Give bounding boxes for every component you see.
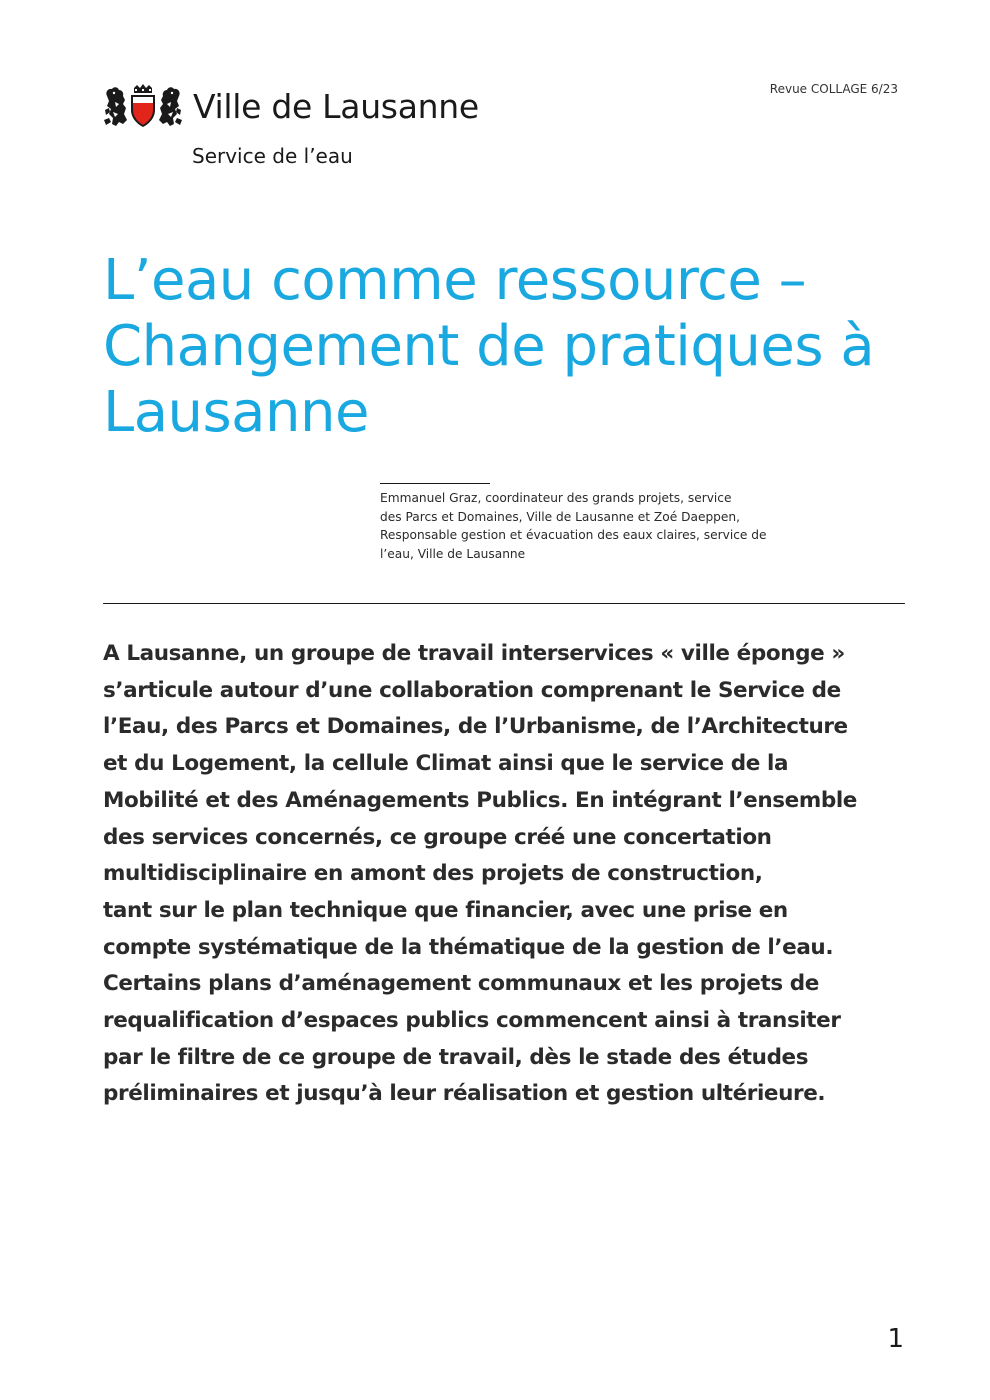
article-title-line: L’eau comme ressource – <box>103 248 807 313</box>
lead-paragraph <box>103 636 923 1113</box>
article-title <box>103 248 923 446</box>
author-rule <box>380 483 490 484</box>
org-name: Ville de Lausanne <box>193 86 479 126</box>
author-line: des Parcs et Domaines, Ville de Lausanne et Zoé Daeppen, <box>380 509 741 524</box>
lead-line: préliminaires et jusqu’à leur réalisation et gestion ultérieure. <box>103 1081 826 1107</box>
lausanne-coat-of-arms-icon <box>103 84 183 128</box>
issue-reference: Revue COLLAGE 6/23 <box>769 82 898 96</box>
lead-line: multidisciplinaire en amont des projets de construction, <box>103 861 763 887</box>
lead-line: Mobilité et des Aménagements Publics. En intégrant l’ensemble <box>103 787 857 813</box>
article-title-line: Lausanne <box>103 380 369 445</box>
lead-line: l’Eau, des Parcs et Domaines, de l’Urbanisme, de l’Architecture <box>103 714 848 740</box>
author-credits <box>380 489 780 563</box>
lead-line: A Lausanne, un groupe de travail interservices « ville éponge » <box>103 641 845 666</box>
page-number: 1 <box>887 1324 904 1354</box>
lead-line: requalification d’espaces publics commencent ainsi à transiter <box>103 1008 841 1034</box>
lead-line: des services concernés, ce groupe créé une concertation <box>103 824 772 850</box>
lead-line: et du Logement, la cellule Climat ainsi que le service de la <box>103 751 789 777</box>
article-title-line: Changement de pratiques à <box>103 314 875 379</box>
lead-line: compte systématique de la thématique de la gestion de l’eau. <box>103 934 834 960</box>
section-divider <box>103 603 905 604</box>
author-line: l’eau, Ville de Lausanne <box>380 546 526 561</box>
org-logo <box>103 84 479 128</box>
lead-line: tant sur le plan technique que financier, avec une prise en <box>103 897 788 923</box>
lead-line: s’articule autour d’une collaboration comprenant le Service de <box>103 677 841 703</box>
department-name: Service de l’eau <box>192 144 353 168</box>
lead-line: Certains plans d’aménagement communaux et les projets de <box>103 971 819 997</box>
author-line: Emmanuel Graz, coordinateur des grands projets, service <box>380 491 732 505</box>
author-line: Responsable gestion et évacuation des eaux claires, service de <box>380 528 767 542</box>
lead-line: par le filtre de ce groupe de travail, dès le stade des études <box>103 1044 809 1070</box>
